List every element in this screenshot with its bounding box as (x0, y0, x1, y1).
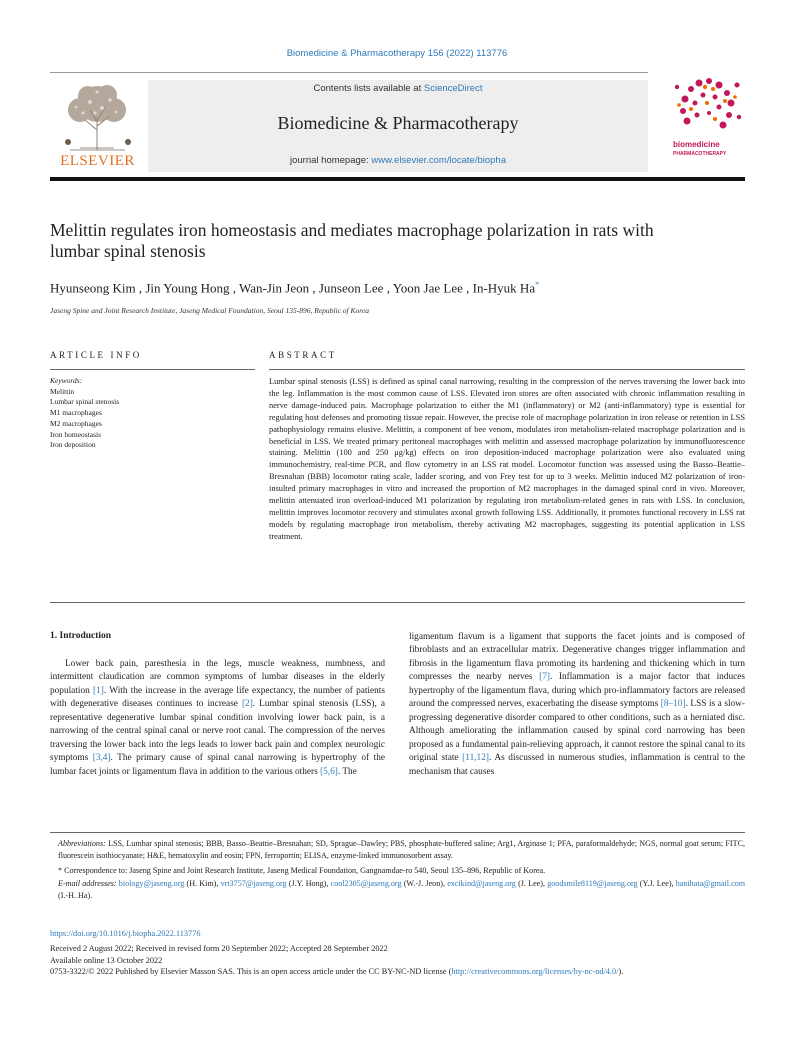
online-date: Available online 13 October 2022 (50, 955, 163, 965)
article-info-heading: ARTICLE INFO (50, 350, 142, 360)
doi-link[interactable]: https://doi.org/10.1016/j.biopha.2022.113776 (50, 929, 201, 938)
homepage-link[interactable]: www.elsevier.com/locate/biopha (371, 155, 506, 166)
keywords-label: Keywords: (50, 376, 83, 385)
keyword-item: Iron deposition (50, 440, 96, 450)
corresponding-author-mark[interactable]: * (535, 280, 540, 289)
email-link[interactable]: cool2305@jaseng.org (330, 878, 402, 888)
footnotes (50, 838, 745, 902)
citation-link[interactable]: [1] (93, 685, 104, 696)
header-divider (50, 72, 648, 73)
citation-link[interactable]: [8–10] (660, 699, 686, 710)
citation-link[interactable]: [5,6] (320, 766, 338, 777)
license-link[interactable]: http://creativecommons.org/licenses/by-nc-nd/4.0/ (451, 967, 619, 977)
citation-link[interactable]: [2] (241, 699, 253, 710)
affiliation: Jaseng Spine and Joint Research Institute, Jaseng Medical Foundation, Seoul 135-896, Republic of Korea (50, 306, 369, 315)
keyword-item: Melittin (50, 386, 75, 396)
email-link[interactable]: excikind@jaseng.org (447, 878, 516, 888)
contents-prefix: Contents lists available at (313, 83, 422, 94)
cover-title: biomedicine (673, 140, 720, 149)
intro-paragraph-continued: ligamentum flavum is a ligament that supports the facet joints and is composed of fibroblasts and an extracellular matrix. Degenerative changes trigger inflammation and fibrosis in the ligamentum flava promoting its hardening and thickening which in turn compresses the nearby nerves [7]. Inflammation is a major factor that induces hypertrophy of the ligamentum flava, during which pro-inflammatory factors are released around the compressed nerves, exacerbating the disease symptoms [8–10]. LSS is a slow-progressing degenerative disorder compared to other conditions, such as a herniated disc. Although ameliorating the inflammation caused by spinal cord narrowing has been proposed as a fundamental pain-relieving approach, it cannot restore the spinal canal to its original state [11,12]. As discussed in numerous studies, inflammation is central to the mechanism that causes (409, 632, 745, 777)
correspondence-note: * Correspondence to: Jaseng Spine and Joint Research Institute, Jaseng Medical Foundation, Gangnamdae-ro 540, Seoul 135–896, Republic of Korea. (58, 866, 546, 876)
license-statement: 0753-3322/© 2022 Published by Elsevier Masson SAS. This is an open access article under the CC BY-NC-ND license (http://creativecommons.org/licenses/by-nc-nd/4.0/). (50, 967, 624, 977)
abstract-text: Lumbar spinal stenosis (LSS) is defined as spinal canal narrowing, resulting in the compression of the nerves traversing the lower back into the leg. Inflammation is the most common cause of LSS. Elevated iron stores are often associated with chronic inflammation resulting in nerve damage-induced pain. Macrophage polarization to either the M1 (inflammatory) or M2 (anti-inflammatory) type is essential for regulating host defenses and promoting tissue repair. However, the precise role of macrophage polarization in iron release or retention in LSS pathophysiology remains elusive. Melittin, a component of bee venom, modulates iron metabolism-related macrophage polarization and is beneficial in LSS. We treated primary peritoneal macrophages with melittin and assessed macrophage polarization by immunofluorescence staining. Melittin (100 and 250 μg/kg) effects on iron deposition-induced macrophage polarization were also evaluated using immunochemistry, real-time PCR, and flow cytometry in an LSS rat model. Locomotor function was assessed using the Basso–Beattie–Bresnahan (BBB) locomotor rating scale, ladder scoring, and von Frey test for up to 3 weeks. Melittin induced M2 polarization of iron-insulted primary macrophages in vitro and increased the proportion of M2 macrophages in the damaged spinal cord in vivo. Moreover, melittin attenuated iron overload-induced M1 polarization by regulating iron metabolism-related genes in rats with LSS. In conclusion, melittin improves locomotor recovery and stimulates axonal growth following LSS. Additionally, it promotes functional recovery in LSS rat models by regulating macrophage iron metabolism, thereby activating M2 macrophages, suggesting its potential application in LSS treatment. (269, 377, 745, 541)
header-thick-divider (50, 177, 745, 181)
authors-text: Hyunseong Kim , Jin Young Hong , Wan-Jin Jeon , Junseon Lee , Yoon Jae Lee , In-Hyuk Ha (50, 280, 536, 296)
keywords-block (50, 376, 119, 451)
cover-subtitle: PHARMACOTHERAPY (673, 151, 727, 157)
body-column-left (50, 658, 385, 779)
email-link[interactable]: goodsmile8119@jaseng.org (547, 878, 638, 888)
publication-meta (50, 943, 745, 978)
keyword-item: M2 macrophages (50, 418, 102, 428)
email-link[interactable]: hanihata@gmail.com (675, 878, 746, 888)
journal-title: Biomedicine & Pharmacotherapy (277, 113, 519, 133)
author-list (50, 280, 740, 296)
contents-line (148, 83, 648, 94)
received-dates: Received 2 August 2022; Received in revised form 20 September 2022; Accepted 28 September 2022 (50, 944, 388, 953)
citation-link[interactable]: [7] (539, 672, 550, 683)
abstract-heading: ABSTRACT (269, 350, 337, 360)
homepage-prefix: journal homepage: (290, 155, 369, 166)
journal-homepage-line (148, 155, 648, 166)
footnote-divider (50, 832, 745, 833)
journal-reference[interactable]: Biomedicine & Pharmacotherapy 156 (2022) 113776 (286, 48, 508, 59)
email-link[interactable]: biology@jaseng.org (118, 878, 185, 888)
article-title: Melittin regulates iron homeostasis and mediates macrophage polarization in rats with lumbar spinal stenosis (50, 220, 654, 261)
elsevier-tree-icon (50, 80, 145, 152)
keyword-item: Iron homeostasis (50, 429, 102, 439)
body-column-right (409, 631, 745, 779)
abstract-divider (269, 369, 745, 370)
email-addresses: E-mail addresses: biology@jaseng.org (H. Kim), vrt3757@jaseng.org (J.Y. Hong), cool2305@jaseng.org (W.-J. Jeon), excikind@jaseng.org (J. Lee), goodsmile8119@jaseng.org (Y.J. Lee), hanihata@gmail.com (I.-H. Ha). (58, 878, 746, 900)
keyword-item: Lumbar spinal stenosis (50, 397, 120, 407)
citation-link[interactable]: [11,12] (462, 753, 489, 764)
sciencedirect-link[interactable]: ScienceDirect (423, 83, 483, 94)
intro-paragraph: Lower back pain, paresthesia in the legs, muscle weakness, numbness, and intermittent claudication are common symptoms of lumbar diseases in the elderly population [1]. With the increase in the average life expectancy, the number of patients with degenerative diseases continues to increase [2]. Lumbar spinal stenosis (LSS), a representative degenerative lumbar spinal condition involving lower back pain, is a narrowing of the central spinal canal or nerve root canal. The compression of the nerves traversing the lower back into the legs leads to lower back pain and complex neurologic symptoms [3,4]. The primary cause of spinal canal narrowing is hypertrophy of the lumbar facet joints or ligamentum flava in addition to the various others [5,6]. The (50, 659, 385, 777)
citation-link[interactable]: [3,4] (92, 753, 111, 764)
article-info-divider (50, 369, 255, 370)
abbreviations-note: Abbreviations: LSS, Lumbar spinal stenosis; BBB, Basso–Beattie–Bresnahan; SD, Sprague–Dawley; PBS, phosphate-buffered saline; Arg1, Arginase 1; PFA, paraformaldehyde; NGS, normal goat serum; FITC, fluorescein isothiocyanate; H&E, hematoxylin and eosin; FPN, ferroportin; ELISA, enzyme-linked immunosorbent assay. (58, 839, 745, 861)
email-link[interactable]: vrt3757@jaseng.org (220, 878, 287, 888)
introduction-heading: 1. Introduction (50, 631, 112, 641)
keyword-item: M1 macrophages (50, 408, 102, 418)
publisher-name: ELSEVIER (60, 153, 135, 169)
abstract-bottom-divider (50, 602, 745, 603)
